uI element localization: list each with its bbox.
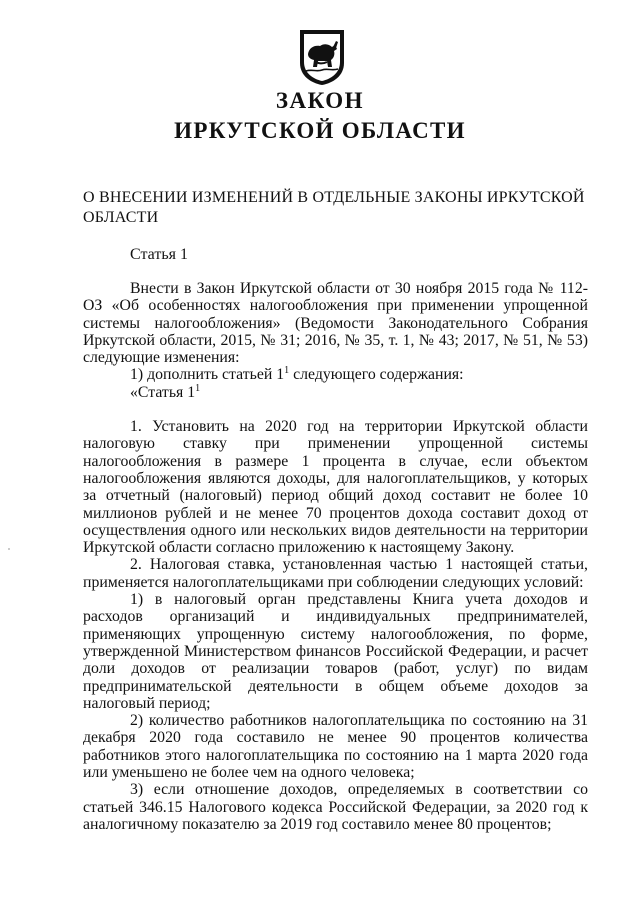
condition-1-paragraph: 1) в налоговый орган представлены Книга учета доходов и расходов организаций и индивидуальных предпринимателей, применяющих упрощенную систему налогообложения, по форме, утвержденной Министерством финансов Российской Федерации, и расчет доли доходов от реализации товаров (работ, услуг) по видам предпринимательской деятельности в общем объеме доходов за налоговый период; (83, 591, 588, 712)
irkutsk-coat-of-arms-icon (297, 27, 347, 87)
condition-2-paragraph: 2) количество работников налогоплательщика по состоянию на 31 декабря 2020 года составило не менее 90 процентов количества работников этого налогоплательщика по состоянию на 1 марта 2020 года или уменьшено не более чем на одного человека; (83, 712, 588, 782)
item-1-paragraph (83, 366, 588, 383)
item-1-superscript: 1 (284, 365, 290, 377)
law-name: О ВНЕСЕНИИ ИЗМЕНЕНИЙ В ОТДЕЛЬНЫЕ ЗАКОНЫ ИРКУТСКОЙ ОБЛАСТИ (83, 189, 585, 226)
part-2-paragraph: 2. Налоговая ставка, установленная частью 1 настоящей статьи, применяется налогоплательщиками при соблюдении следующих условий: (83, 556, 588, 591)
document-body (83, 280, 588, 833)
article-heading: Статья 1 (130, 246, 188, 263)
item-1-tail: следующего содержания: (289, 366, 464, 384)
part-1-paragraph: 1. Установить на 2020 год на территории Иркутской области налоговую ставку при применении упрощенной системы налогообложения в размере 1 процента в случае, если объектом налогообложения являются доходы, для налогоплательщиков, у которых за отчетный (налоговый) период общий доход составит не более 10 миллионов рублей и не менее 70 процентов дохода составит доход от осуществления одного или нескольких видов деятельности на территории Иркутской области согласно приложению к настоящему Закону. (83, 418, 588, 557)
document-title-law: ЗАКОН (275, 88, 365, 113)
new-article-heading (83, 384, 588, 401)
new-article-text: «Статья 1 (130, 383, 196, 401)
condition-3-paragraph: 3) если отношение доходов, определяемых в соответствии со статьей 346.15 Налогового кодекса Российской Федерации, за 2020 год к аналогичному показателю за 2019 год составило менее 80 процентов; (83, 781, 588, 833)
intro-paragraph: Внести в Закон Иркутской области от 30 ноября 2015 года № 112-ОЗ «Об особенностях налогообложения при применении упрощенной системы налогообложения» (Ведомости Законодательного Собрания Иркутской области, 2015, № 31; 2016, № 35, т. 1, № 43; 2017, № 51, № 53) следующие изменения: (83, 280, 588, 367)
new-article-superscript: 1 (195, 382, 201, 394)
document-title-region: ИРКУТСКОЙ ОБЛАСТИ (174, 118, 466, 143)
margin-mark (8, 548, 10, 550)
item-1-text: 1) дополнить статьей 1 (130, 366, 285, 384)
